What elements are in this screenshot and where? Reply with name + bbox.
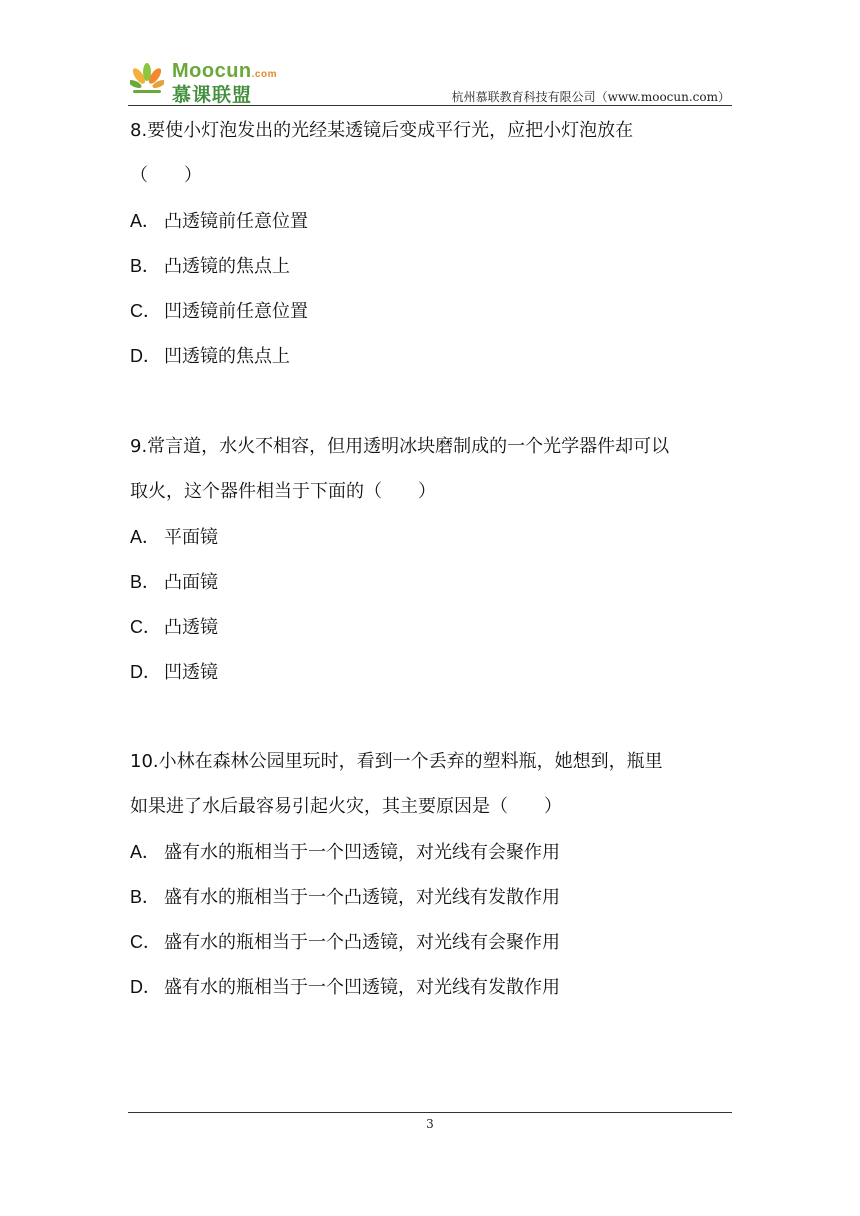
question-8-option-b: B． 凸透镜的焦点上 [130,256,290,277]
question-10-option-b: B． 盛有水的瓶相当于一个凸透镜，对光线有发散作用 [130,887,560,908]
question-8-option-c: C． 凹透镜前任意位置 [130,301,308,322]
question-9-option-b: B． 凸面镜 [130,572,218,593]
logo-chinese-name: 慕课联盟 [172,84,253,106]
question-9-stem-line-2: 取火，这个器件相当于下面的（ ） [130,481,436,502]
question-9-option-d: D． 凹透镜 [130,662,218,683]
footer-divider [128,1112,732,1113]
company-name: 杭州慕联教育科技有限公司（www.moocun.com） [451,90,730,104]
question-10-option-c: C． 盛有水的瓶相当于一个凸透镜，对光线有会聚作用 [130,932,560,953]
header-divider [128,105,732,106]
question-10-option-d: D． 盛有水的瓶相当于一个凹透镜，对光线有发散作用 [130,977,560,998]
logo-wordmark: Moocun.com [172,60,277,82]
moocun-logo [128,60,288,106]
question-8-stem-line-2: （ ） [130,165,202,186]
question-8-stem-line-1: 8.要使小灯泡发出的光经某透镜后变成平行光，应把小灯泡放在 [130,120,634,141]
question-8-option-a: A． 凸透镜前任意位置 [130,211,308,232]
page-header [128,56,732,104]
question-10-stem-line-1: 10.小林在森林公园里玩时，看到一个丢弃的塑料瓶，她想到，瓶里 [130,751,663,772]
page-number: 3 [426,1117,434,1131]
flower-logo-icon [130,62,164,98]
question-10-option-a: A． 盛有水的瓶相当于一个凹透镜，对光线有会聚作用 [130,842,560,863]
question-9-option-c: C． 凸透镜 [130,617,218,638]
question-10-stem-line-2: 如果进了水后最容易引起火灾，其主要原因是（ ） [130,796,562,817]
question-8-option-d: D． 凹透镜的焦点上 [130,346,290,367]
question-9-stem-line-1: 9.常言道，水火不相容，但用透明冰块磨制成的一个光学器件却可以 [130,436,670,457]
question-9-option-a: A． 平面镜 [130,527,218,548]
